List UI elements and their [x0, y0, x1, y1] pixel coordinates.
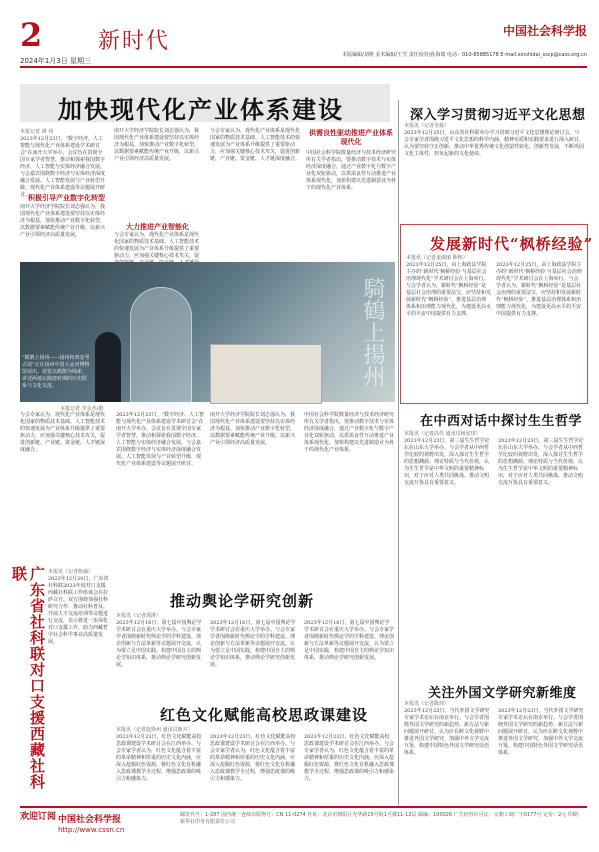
- right-article-1-body: 2023年12月25日，山东省社科联举办学习贯彻习近平文化思想理论研讨会。与会专家学者围绕习近平文化思想的科学内涵、精神实质和实践要求进行深入研讨，认为要坚持守正创新，推动中华优秀传统文化创造性转化、创新性发展，不断巩固文化主体性，担负起新的文化使命。: [404, 130, 585, 157]
- footer-rule: [20, 806, 587, 808]
- left-bottom-byline: 本报讯（记者陈瑜）: [48, 569, 94, 575]
- lead-subhead-2: 大力推进产业智能化: [126, 222, 189, 231]
- right-article-3-body-b: 2023年12月23日，第三届生生哲学论坛在山东大学举办。与会学者从中西哲学比较的视野出发，深入探讨生生哲学的思想渊源、理论特质与当代价值，认为生生哲学是中华文明的重要精神标识，对于应对人类共同挑战、推动文明交流互鉴具有重要意义。: [498, 438, 584, 486]
- mid-article-1-title: 推动舆论学研究创新: [170, 592, 315, 610]
- left-bottom-body: 2023年12月20日，广东省社科联2023年度对口支援西藏社科联工作座谈会在拉萨召开。双方围绕加强社科研究合作、推动社科普及、开展人才交流培训等议题进行交流，表示将进一步深化对口支援工作，助力西藏哲学社会科学事业高质量发展。: [48, 576, 109, 645]
- lead-continued-b: 南开大学经济学院院长刘志强认为，我国现代化产业体系建设要坚持以实体经济为根基，加快推动产业数字化转型，以数据要素赋能传统产业升级，以新兴产业引领经济高质量发展。: [210, 412, 296, 446]
- header-rule: [20, 66, 587, 68]
- mid-article-1-byline: 本报讯（记者郭湃）: [116, 613, 162, 619]
- section-title: 新时代: [98, 29, 171, 54]
- right-article-4-title: 关注外国文学研究新维度: [428, 686, 577, 701]
- editor-meta: 本版编辑/刘维 美术编辑/王雪 责任校对/孙海瑞 电话：010-85885178 E-mail:xinshidai_sscp@cass.org.cn: [342, 52, 587, 58]
- lead-col-4: 中国社会科学院数量经济与技术经济研究所有关学者指出，要推动数字技术与实体经济深度融合，通过产业数字化与数字产业化双轮驱动，以供需良性互动推进产业体系现代化，加快构建以先进制造业为骨干的现代化产业体系。: [306, 150, 397, 191]
- photo-credit: 本报记者 李永杰/摄: [60, 406, 104, 412]
- visitor-figure: [95, 332, 121, 402]
- photo-caption: “鹤鹊上扬州——扬州和西安考古展”正在扬州中国大运河博物馆展出。展览以鹤鹊为线索，讲述两地在隋唐时期的历史联系与文化交流。: [22, 355, 90, 389]
- right-article-2-byline: 本报讯（记者姜淑丽 陈练）: [406, 255, 468, 261]
- right-article-4-body-a: 2023年12月23日，当代外国文学研究专家学术论坛在南京举行。与会学者围绕外国文学研究的新趋势、新方法与新问题展开研讨，认为应在跨文化视野中推进外国文学研究，加强中外文学交流互鉴，构建中国特色外国文学研究话语体系。: [404, 708, 490, 756]
- exhibition-sign: 騎鶴上揚州: [360, 277, 385, 387]
- right-article-2-body-b: 2023年12月25日，由上海政法学院主办的“新时代‘枫桥经验’与基层社会治理现代化”学术研讨会在上海举行。与会学者认为，新时代“枫桥经验”是基层社会治理的重要法宝，应坚持和发展新时代“枫桥经验”，推进基层治理体系和治理能力现代化，为建设更高水平的平安中国提供有力支撑。: [496, 262, 582, 317]
- mid-article-1-body-a: 2023年12月16日，第七届中国舆论学学术研讨会在重庆大学举办。与会专家学者围绕新时代舆论学的学科建设、理论创新与方法革新等议题展开交流，认为要立足中国实践，构建中国自主的舆论学知识体系，推动舆论学研究创新发展。: [116, 620, 202, 668]
- lead-col-2b: 与会专家认为，现代化产业体系是现代化国家的物质技术基础。人工智能技术的快速发展为产业体系升级提供了重要驱动力，应加强关键核心技术攻关，促: [114, 232, 200, 259]
- right-article-3-title: 在中西对话中探讨生生哲学: [420, 414, 583, 429]
- right-article-2-body-a: 2023年12月25日，由上海政法学院主办的“新时代‘枫桥经验’与基层社会治理现代化”学术研讨会在上海举行。与会学者认为，新时代“枫桥经验”是基层社会治理的重要法宝，应坚持和发展新时代“枫桥经验”，推进基层治理体系和治理能力现代化，为建设更高水平的平安中国提供有力支撑。: [406, 262, 492, 317]
- newspaper-brand: 中国社会科学报: [502, 24, 587, 38]
- lead-col-3: 与会专家认为，现代化产业体系是现代化国家的物质技术基础。人工智能技术的快速发展为产业体系升级提供了重要驱动力，应加强关键核心技术攻关，促进创新链、产业链、资金链、人才链深度融合。: [210, 128, 301, 162]
- right-article-4-byline: 本报讯（记者陈炜）: [404, 701, 450, 707]
- right-article-1-title: 深入学习贯彻习近平文化思想: [410, 108, 586, 123]
- exhibit-display: [210, 344, 322, 404]
- right-article-1-byline: 本报讯（记者吴杨）: [404, 123, 450, 129]
- subscribe-tag: 欢迎订阅: [20, 812, 57, 822]
- lead-col-1b: 南开大学经济学院院长刘志强认为，我国现代化产业体系建设要坚持以实体经济为根基，加快推动产业数字化转型，以数据要素赋能传统产业升级，以新兴产业引领经济高质量发展。: [20, 204, 106, 238]
- mid-article-2-body-c: 2023年12月23日，红色文化赋能高校思政课建设学术研讨会在江西举办。与会专家学者认为，红色文化蕴含着丰富的革命精神和厚重的历史文化内涵，应深入挖掘红色资源，将红色文化有机融入思政课教学全过程，增强思政课的吸引力和感染力。: [304, 734, 395, 782]
- lead-byline: 本报记者 谭 伟: [20, 129, 54, 135]
- main-headline: 加快现代化产业体系建设: [58, 95, 344, 124]
- lead-col-2: 南开大学经济学院院长刘志强认为，我国现代化产业体系建设要坚持以实体经济为根基，加快推动产业数字化转型，以数据要素赋能传统产业升级，以新兴产业引领经济高质量发展。: [114, 128, 200, 162]
- lead-subhead-1: 积极引导产业数字化转型: [28, 193, 105, 202]
- lead-col-1: 2023年12月23日，“数字经济、人工智能与现代化产业体系建设学术研讨会”在南开大学举办。会议旨在贯彻全国专家学者智慧，推动和探索我国数字经济、人工智能与实体经济融合发展。与会嘉宾围绕数字经济与实体经济深度融合发展、人工智能发展与产业转型升级、现代化产业体系建设等议题展开研讨。: [20, 136, 106, 198]
- mid-article-2-body-b: 2023年12月23日，红色文化赋能高校思政课建设学术研讨会在江西举办。与会专家学者认为，红色文化蕴含着丰富的革命精神和厚重的历史文化内涵，应深入挖掘红色资源，将红色文化有机融入思政课教学全过程，增强思政课的吸引力和感染力。: [210, 734, 296, 782]
- mid-article-2-title: 红色文化赋能高校思政课建设: [160, 706, 369, 724]
- issue-date: 2024年1月3日 星期三: [20, 57, 91, 65]
- lead-continued-a: 2023年12月23日，“数字经济、人工智能与现代化产业体系建设学术研讨会”在南开大学举办。会议旨在贯彻全国专家学者智慧，推动和探索我国数字经济、人工智能与实体经济融合发展。与会嘉宾围绕数字经济与实体经济深度融合发展、人工智能发展与产业转型升级、现代化产业体系建设等议题展开研讨。: [116, 412, 205, 467]
- lead-subhead-3: 供需良性驱动推进产业体系现代化: [309, 128, 393, 146]
- lead-continued-c: 中国社会科学院数量经济与技术经济研究所有关学者指出，要推动数字技术与实体经济深度融合，通过产业数字化与数字产业化双轮驱动，以供需良性互动推进产业体系现代化，加快构建以先进制造业为骨干的现代化产业体系。: [304, 412, 395, 453]
- footer-info: 邮发代号：1-287 国内统一连续出版物号：CN 11-0274 社址：北京市朝阳区光华路15号院1号楼11-12层 邮编：100026 广告经营许可证：京朝工商广字0177号 定价：2元 印刷：新华社印务有限责任公司: [180, 812, 583, 825]
- right-article-3-body-a: 2023年12月23日，第三届生生哲学论坛在山东大学举办。与会学者从中西哲学比较的视野出发，深入探讨生生哲学的思想渊源、理论特质与当代价值，认为生生哲学是中华文明的重要精神标识，对于应对人类共同挑战、推动文明交流互鉴具有重要意义。: [404, 438, 490, 486]
- glass-showcase: [130, 287, 192, 409]
- footer-brand: 中国社会科学报: [58, 815, 122, 825]
- left-vertical-title: 广东省社科联对口支援西藏社科联: [10, 566, 46, 790]
- right-article-4-body-b: 2023年12月23日，当代外国文学研究专家学术论坛在南京举行。与会学者围绕外国文学研究的新趋势、新方法与新问题展开研讨，认为应在跨文化视野中推进外国文学研究，加强中外文学交流互鉴，构建中国特色外国文学研究话语体系。: [498, 708, 584, 756]
- page-number: 2: [20, 16, 43, 54]
- right-article-2-title: 发展新时代“枫桥经验”: [430, 235, 594, 253]
- mid-article-1-body-b: 2023年12月16日，第七届中国舆论学学术研讨会在重庆大学举办。与会专家学者围绕新时代舆论学的学科建设、理论创新与方法革新等议题展开交流，认为要立足中国实践，构建中国自主的舆论学知识体系，推动舆论学研究创新发展。: [210, 620, 296, 668]
- mid-article-1-body-c: 2023年12月16日，第七届中国舆论学学术研讨会在重庆大学举办。与会专家学者围绕新时代舆论学的学科建设、理论创新与方法革新等议题展开交流，认为要立足中国实践，构建中国自主的舆论学知识体系，推动舆论学研究创新发展。: [304, 620, 395, 661]
- lead-continued-left: 与会专家认为，现代化产业体系是现代化国家的物质技术基础。人工智能技术的快速发展为产业体系升级提供了重要驱动力，应加强关键核心技术攻关，促进创新链、产业链、资金链、人才链深度融合。: [20, 412, 106, 453]
- column-divider: [398, 100, 399, 805]
- mid-article-2-body-a: 2023年12月23日，红色文化赋能高校思政课建设学术研讨会在江西举办。与会专家学者认为，红色文化蕴含着丰富的革命精神和厚重的历史文化内涵，应深入挖掘红色资源，将红色文化有机融入思政课教学全过程，增强思政课的吸引力和感染力。: [116, 734, 202, 782]
- footer-url[interactable]: http://www.cssn.cn: [58, 826, 125, 834]
- mid-article-2-byline: 本报讯（记者赵徐州 通讯员陈卉）: [116, 727, 193, 733]
- right-article-3-byline: 本报讯（记者高佳 通讯员杨安琪）: [404, 431, 481, 437]
